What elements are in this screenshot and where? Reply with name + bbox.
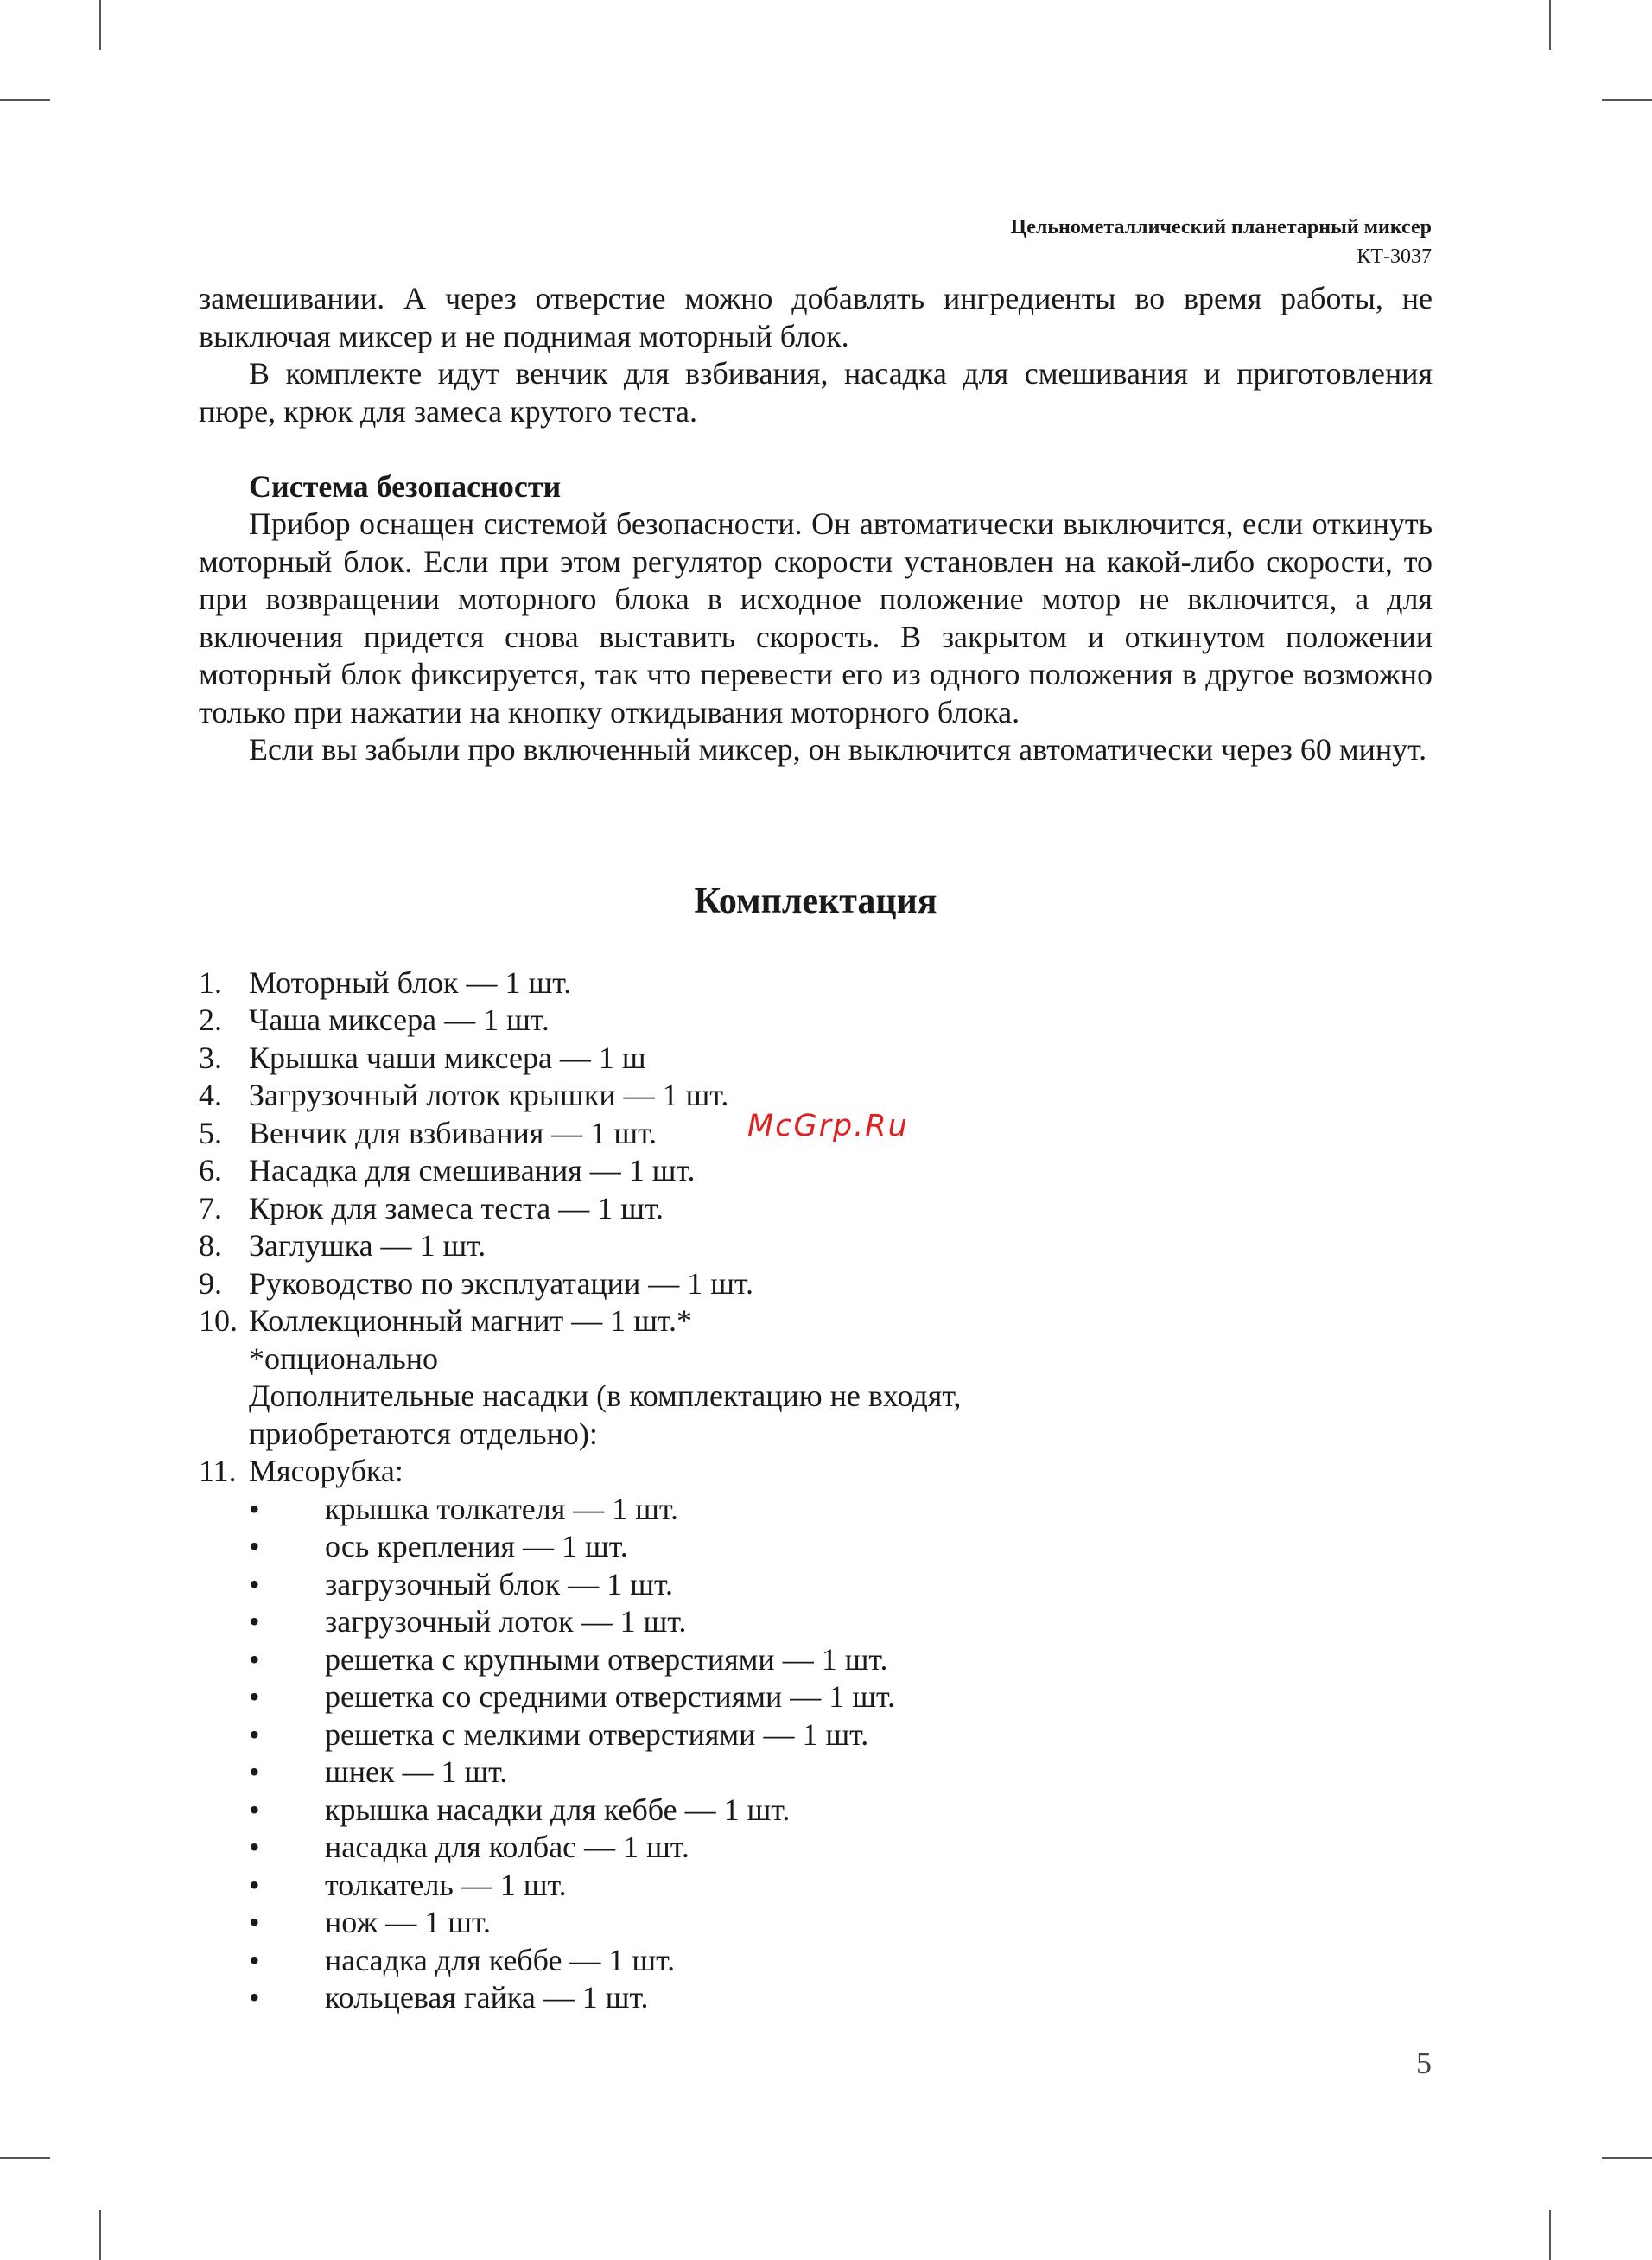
list-item bbox=[199, 1678, 1433, 1716]
item-number: 11. bbox=[199, 1454, 237, 1488]
extra-note: приобретаются отдельно): bbox=[249, 1416, 598, 1451]
list-item bbox=[199, 1603, 1433, 1641]
item-text: Крюк для замеса теста — 1 шт. bbox=[249, 1190, 664, 1225]
optional-note: *опционально bbox=[249, 1340, 439, 1376]
item-number: 9. bbox=[199, 1265, 222, 1301]
item-text: крышка толкателя — 1 шт. bbox=[325, 1491, 679, 1526]
item-text: решетка со средними отверстиями — 1 шт. bbox=[325, 1679, 896, 1714]
bullet-icon: • bbox=[249, 1566, 260, 1601]
item-number: 10. bbox=[199, 1303, 238, 1338]
bullet-icon: • bbox=[249, 1905, 260, 1939]
list-item bbox=[199, 1754, 1433, 1792]
safety-paragraph: Прибор оснащен системой безопасности. Он автоматически выключится, если откинуть моторный блок. Если при этом регулятор скорости установлен на какой-либо скорости, то при возвращении моторного блока в исходное положение мотор не включится, а для включения придется снова выставить скорость. В закрытом и откинутом положении моторный блок фиксируется, так что перевести его из одного положения в другое возможно только при нажатии на кнопку откидывания моторного блока. bbox=[199, 506, 1433, 729]
bullet-icon: • bbox=[249, 1641, 260, 1677]
item-number: 6. bbox=[199, 1153, 222, 1187]
section-heading-safety: Система безопасности bbox=[249, 468, 562, 504]
crop-mark bbox=[1549, 2210, 1551, 2260]
list-item bbox=[199, 1190, 1433, 1228]
item-text: насадка для колбас — 1 шт. bbox=[325, 1830, 689, 1864]
running-header bbox=[1011, 213, 1432, 271]
bullet-icon: • bbox=[249, 1830, 260, 1864]
list-item bbox=[199, 1491, 1433, 1529]
crop-mark bbox=[99, 0, 101, 50]
item-text: Загрузочный лоток крышки — 1 шт. bbox=[249, 1078, 729, 1112]
section-heading-kit: Комплектация bbox=[694, 881, 937, 921]
crop-mark bbox=[0, 99, 50, 101]
intro-paragraph: замешивании. А через отверстие можно добавлять ингредиенты во время работы, не выключая миксер и не поднимая моторный блок. bbox=[199, 281, 1433, 353]
bullet-icon: • bbox=[249, 1980, 260, 2015]
list-item bbox=[199, 1302, 1433, 1340]
item-text: Моторный блок — 1 шт. bbox=[249, 964, 572, 1000]
item-text: кольцевая гайка — 1 шт. bbox=[325, 1980, 649, 2015]
bullet-icon: • bbox=[249, 1604, 260, 1639]
item-number: 7. bbox=[199, 1190, 222, 1225]
kit-list bbox=[199, 964, 1433, 1340]
list-item bbox=[199, 1002, 1433, 1040]
list-item bbox=[199, 964, 1433, 1003]
item-text: шнек — 1 шт. bbox=[325, 1754, 508, 1789]
crop-mark bbox=[99, 2210, 101, 2260]
list-item bbox=[199, 1152, 1433, 1190]
item-text: насадка для кеббе — 1 шт. bbox=[325, 1942, 676, 1977]
list-item bbox=[199, 1040, 1433, 1078]
item-text: решетка с крупными отверстиями — 1 шт. bbox=[325, 1641, 888, 1677]
bullet-icon: • bbox=[249, 1491, 260, 1526]
list-item bbox=[199, 1566, 1433, 1604]
header-model: КТ-3037 bbox=[1357, 245, 1432, 268]
item-text: Заглушка — 1 шт. bbox=[249, 1228, 486, 1263]
list-item bbox=[199, 1829, 1433, 1867]
item-text: Крышка чаши миксера — 1 ш bbox=[249, 1040, 646, 1075]
intro-paragraph: В комплекте идут венчик для взбивания, насадка для смешивания и приготовления пюре, крюк для замеса крутого теста. bbox=[199, 356, 1433, 429]
bullet-icon: • bbox=[249, 1792, 260, 1827]
item-text: ось крепления — 1 шт. bbox=[325, 1529, 628, 1563]
item-number: 2. bbox=[199, 1003, 222, 1037]
extra-note: Дополнительные насадки (в комплектацию не входят, bbox=[249, 1378, 962, 1413]
list-item bbox=[199, 1867, 1433, 1905]
item-number: 4. bbox=[199, 1078, 222, 1112]
list-item bbox=[199, 1265, 1433, 1303]
list-item bbox=[199, 1979, 1433, 2017]
page-number: 5 bbox=[1416, 2046, 1432, 2080]
list-item bbox=[199, 1528, 1433, 1566]
bullet-icon: • bbox=[249, 1529, 260, 1563]
item-text: крышка насадки для кеббе — 1 шт. bbox=[325, 1792, 791, 1827]
list-item bbox=[199, 1942, 1433, 1980]
watermark: McGrp.Ru bbox=[747, 1109, 909, 1143]
item-text: Насадка для смешивания — 1 шт. bbox=[249, 1153, 696, 1187]
crop-mark bbox=[0, 2157, 50, 2159]
page-body bbox=[199, 280, 1433, 2017]
list-item bbox=[199, 1227, 1433, 1265]
list-item bbox=[199, 1641, 1433, 1679]
bullet-icon: • bbox=[249, 1754, 260, 1789]
header-title: Цельнометаллический планетарный миксер bbox=[1010, 216, 1432, 239]
crop-mark bbox=[1602, 99, 1652, 101]
crop-mark bbox=[1602, 2157, 1652, 2159]
item-number: 8. bbox=[199, 1228, 222, 1263]
safety-paragraph: Если вы забыли про включенный миксер, он выключится автоматически через 60 минут. bbox=[249, 732, 1427, 767]
list-item bbox=[199, 1453, 1433, 1491]
item-text: нож — 1 шт. bbox=[325, 1905, 491, 1939]
meat-grinder-parts-list bbox=[199, 1491, 1433, 2017]
item-text: Руководство по эксплуатации — 1 шт. bbox=[249, 1265, 753, 1301]
item-number: 5. bbox=[199, 1115, 222, 1150]
list-item bbox=[199, 1716, 1433, 1754]
bullet-icon: • bbox=[249, 1867, 260, 1902]
crop-mark bbox=[1549, 0, 1551, 50]
kit-list-extra bbox=[199, 1453, 1433, 1491]
item-text: загрузочный лоток — 1 шт. bbox=[325, 1604, 687, 1639]
item-text: решетка с мелкими отверстиями — 1 шт. bbox=[325, 1716, 869, 1752]
bullet-icon: • bbox=[249, 1716, 260, 1752]
item-number: 3. bbox=[199, 1040, 222, 1075]
item-text: Коллекционный магнит — 1 шт.* bbox=[249, 1303, 692, 1338]
list-item bbox=[199, 1904, 1433, 1942]
item-text: толкатель — 1 шт. bbox=[325, 1867, 567, 1902]
item-text: загрузочный блок — 1 шт. bbox=[325, 1566, 674, 1601]
item-text: Венчик для взбивания — 1 шт. bbox=[249, 1115, 658, 1150]
item-text: Мясорубка: bbox=[249, 1454, 403, 1488]
item-number: 1. bbox=[199, 964, 222, 1000]
bullet-icon: • bbox=[249, 1679, 260, 1714]
bullet-icon: • bbox=[249, 1942, 260, 1977]
item-text: Чаша миксера — 1 шт. bbox=[249, 1003, 550, 1037]
list-item bbox=[199, 1792, 1433, 1830]
